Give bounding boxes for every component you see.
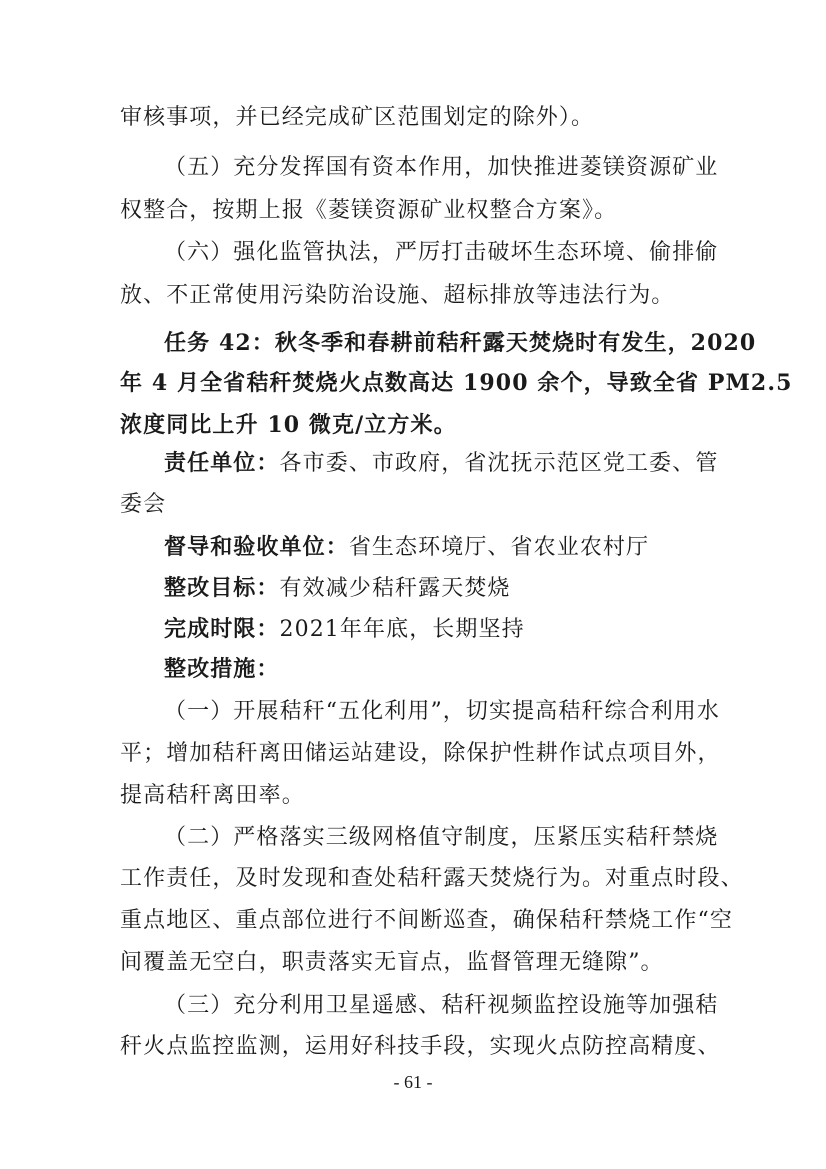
task-heading-line: 浓度同比上升 10 微克/立方米。: [120, 412, 457, 438]
text-line: （三）充分利用卫星遥感、秸秆视频监控设施等加强秸: [164, 993, 719, 1018]
text-line: 权整合，按期上报《菱镁资源矿业权整合方案》。: [120, 198, 618, 223]
text-line: 提高秸秆离田率。: [120, 783, 305, 808]
responsible-unit-line: [164, 448, 754, 479]
text-line: 平；增加秸秆离田储运站建设，除保护性耕作试点项目外，: [120, 741, 721, 766]
text-line: （一）开展秸秆“五化利用”，切实提高秸秆综合利用水: [164, 699, 720, 724]
text-line: 重点地区、重点部位进行不间断巡查，确保秸秆禁烧工作“空: [120, 908, 733, 933]
text-line: 工作责任，及时发现和查处秸秆露天焚烧行为。对重点时段、: [120, 866, 744, 891]
text-line: （六）强化监管执法，严厉打击破坏生态环境、偷排偷: [164, 240, 719, 265]
responsible-label: 责任单位：: [164, 450, 280, 476]
target-label: 整改目标：: [164, 575, 280, 601]
task-heading-line: 任务 42：秋冬季和春耕前秸秆露天焚烧时有发生，2020: [164, 330, 757, 356]
target-line: [164, 573, 754, 604]
supervision-label: 督导和验收单位：: [164, 534, 349, 560]
text-line: 间覆盖无空白，职责落实无盲点，监督管理无缝隙”。: [120, 950, 664, 975]
supervision-value: 省生态环境厅、省农业农村厅: [348, 535, 650, 560]
text-line: 放、不正常使用污染防治设施、超标排放等违法行为。: [120, 283, 675, 308]
text-line: 审核事项，并已经完成矿区范围划定的除外）。: [120, 105, 595, 130]
measures-heading: 整改措施：: [164, 656, 280, 682]
responsible-value: 各市委、市政府，省沈抚示范区党工委、管: [279, 451, 719, 476]
supervision-unit-line: [164, 532, 754, 563]
page-number: - 61 -: [393, 1072, 433, 1092]
text-line: 秆火点监控监测，运用好科技手段，实现火点防控高精度、: [120, 1034, 721, 1059]
text-line: （二）严格落实三级网格值守制度，压紧压实秸秆禁烧: [164, 825, 719, 850]
deadline-label: 完成时限：: [164, 616, 280, 642]
text-line: （五）充分发挥国有资本作用，加快推进菱镁资源矿业: [164, 155, 719, 180]
text-line: 委会: [120, 492, 167, 517]
deadline-value: 2021年年底，长期坚持: [279, 617, 525, 642]
deadline-line: [164, 614, 754, 645]
target-value: 有效减少秸秆露天焚烧: [279, 576, 511, 601]
task-heading-line: 年 4 月全省秸秆焚烧火点数高达 1900 余个，导致全省 PM2.5: [120, 370, 793, 396]
